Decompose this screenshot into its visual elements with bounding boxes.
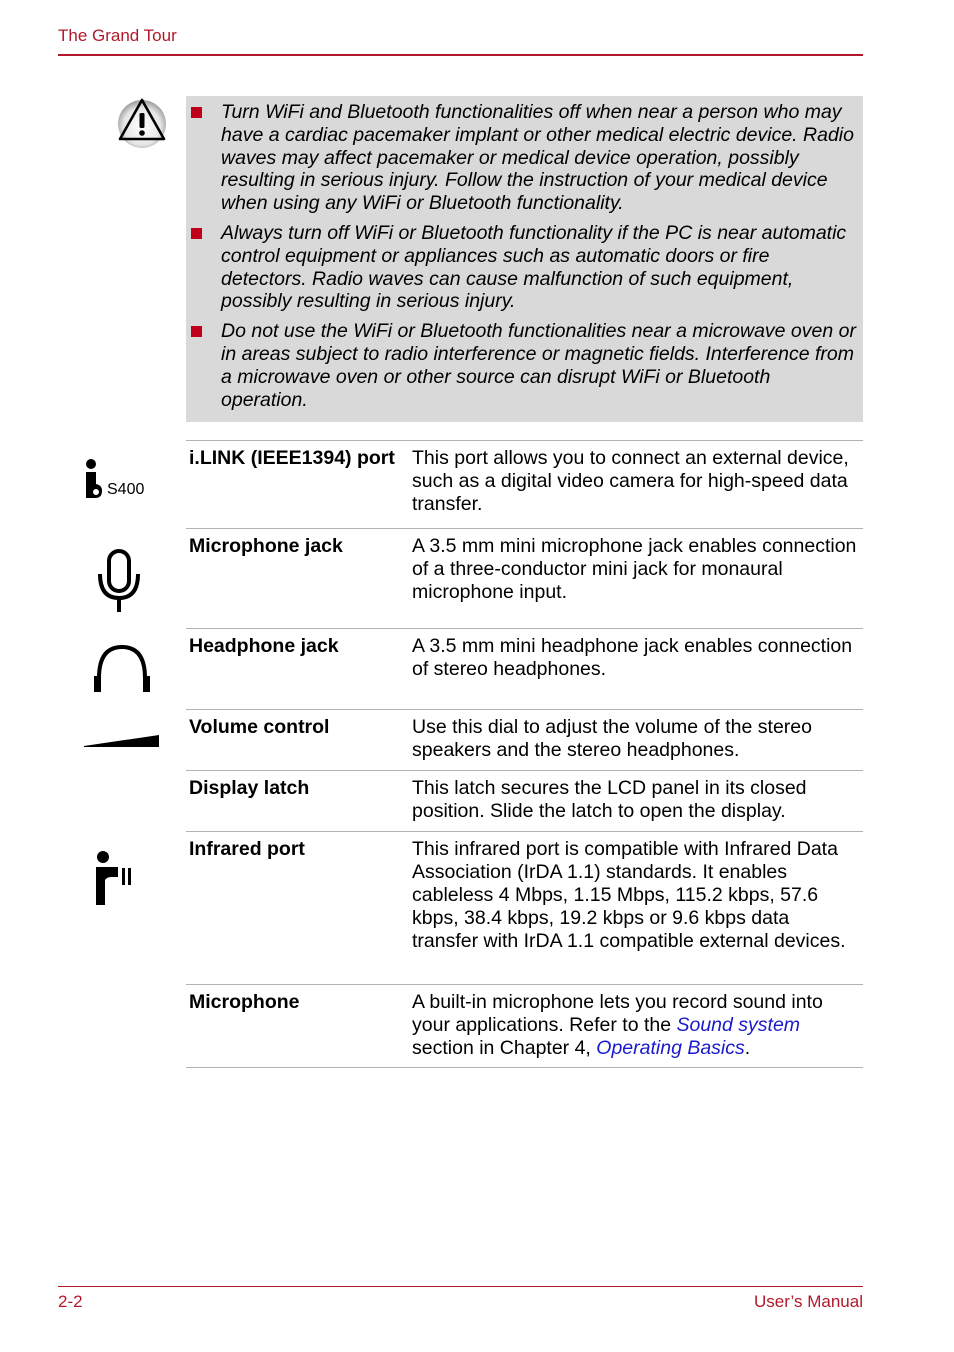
- spec-table: [186, 440, 863, 1068]
- ilink-icon: [84, 458, 160, 502]
- spec-description: This port allows you to connect an external device, such as a digital video camera for high-speed data transfer.: [412, 447, 849, 515]
- spec-label: Volume control: [189, 716, 330, 738]
- sound-system-link[interactable]: Sound system: [676, 1014, 801, 1036]
- bullet-square: [191, 107, 202, 118]
- spec-label: Display latch: [189, 777, 310, 799]
- spec-description: Use this dial to adjust the volume of the stereo speakers and the stereo headphones.: [412, 716, 812, 761]
- operating-basics-link[interactable]: Operating Basics: [596, 1037, 745, 1059]
- spec-desc-text: .: [744, 1037, 751, 1059]
- spec-label: i.LINK (IEEE1394) port: [189, 447, 395, 469]
- warning-text: Turn WiFi and Bluetooth functionalities off when near a person who may have a cardiac pacemaker implant or other medical electric device. Radio waves may affect pacemaker or medical device operation, possibly resulting in serious injury. Follow the instruction of your medical device when using any WiFi or Bluetooth functionality.: [221, 101, 854, 215]
- table-row: [186, 628, 863, 709]
- spec-label: Infrared port: [189, 838, 305, 860]
- warning-triangle-icon: [116, 96, 168, 148]
- spec-description: [412, 991, 860, 1060]
- bullet-square: [191, 326, 202, 337]
- warning-text: Do not use the WiFi or Bluetooth functionalities near a microwave oven or in areas subject to radio interference or magnetic fields. Interference from a microwave oven or other source can disrupt WiFi or Bluetooth operation.: [221, 320, 856, 411]
- table-row: [186, 709, 863, 770]
- warning-item: [186, 101, 857, 215]
- table-row: [186, 770, 863, 831]
- microphone-icon: [96, 548, 142, 614]
- volume-icon: [84, 734, 160, 748]
- manual-title: User’s Manual: [754, 1292, 863, 1311]
- table-row: [186, 440, 863, 528]
- spec-description: A 3.5 mm mini headphone jack enables connection of stereo headphones.: [412, 635, 853, 680]
- spec-description: A 3.5 mm mini microphone jack enables connection of a three-conductor mini jack for monaural microphone input.: [412, 535, 857, 603]
- warning-item: [186, 222, 857, 313]
- warning-text: Always turn off WiFi or Bluetooth functionality if the PC is near automatic control equipment or appliances such as automatic doors or fire detectors. Radio waves can cause malfunction of such equipment, possibly resulting in serious injury.: [221, 221, 847, 313]
- spec-desc-text: A built-in microphone lets you record sound into your applications. Refer to the: [412, 991, 823, 1036]
- footer-rule: [58, 1286, 863, 1287]
- ilink-icon-label: S400: [107, 481, 145, 498]
- bullet-square: [191, 228, 202, 239]
- warning-box: [186, 96, 863, 422]
- table-row: [186, 984, 863, 1068]
- warning-item: [186, 320, 857, 411]
- running-header: The Grand Tour: [58, 26, 177, 45]
- spec-label: Microphone: [189, 991, 300, 1013]
- spec-desc-text: section in Chapter 4,: [412, 1037, 597, 1059]
- header-rule: [58, 54, 863, 56]
- spec-label: Headphone jack: [189, 635, 339, 657]
- spec-label: Microphone jack: [189, 535, 343, 557]
- headphone-icon: [92, 644, 152, 694]
- table-row: [186, 831, 863, 984]
- spec-description: This latch secures the LCD panel in its closed position. Slide the latch to open the display.: [412, 777, 807, 822]
- page-number: 2-2: [58, 1292, 83, 1311]
- spec-description: This infrared port is compatible with Infrared Data Association (IrDA 1.1) standards. It enables cableless 4 Mbps, 1.15 Mbps, 115.2 kbps, 57.6 kbps, 38.4 kbps, 19.2 kbps or 9.6 kbps data transfer with IrDA 1.1 compatible external devices.: [412, 838, 846, 952]
- infrared-icon: [94, 850, 140, 908]
- table-row: [186, 528, 863, 628]
